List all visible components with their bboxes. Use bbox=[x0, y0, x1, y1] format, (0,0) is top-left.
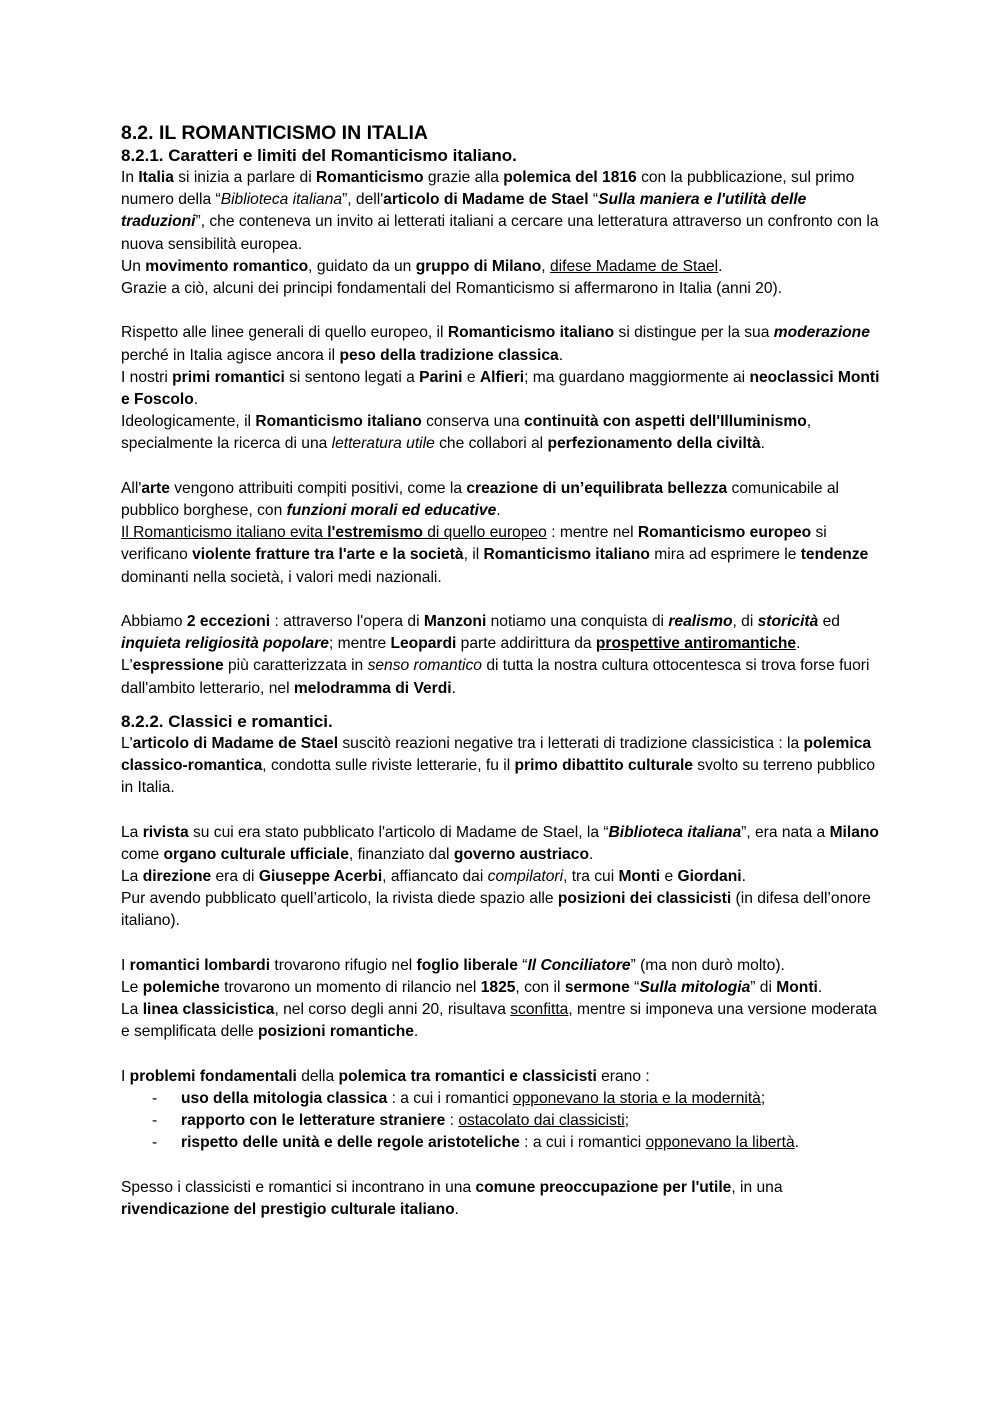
paragraph: I problemi fondamentali della polemica tra romantici e classicisti erano : bbox=[121, 1067, 650, 1085]
paragraph: In Italia si inizia a parlare di Romanticismo grazie alla polemica del 1816 con la pubblicazione, sul primo numero della “Biblioteca italiana”, dell'articolo di Madame de Stael “Sulla maniera e l'utilità delle traduzioni”, che conteneva un invito ai letterati italiani a cercare una letteratura attraverso un confronto con la nuova sensibilità europea. bbox=[121, 169, 879, 253]
paragraph: La linea classicistica, nel corso degli anni 20, risultava sconfitta, mentre si imponeva una versione moderata e semplificata delle posizioni romantiche. bbox=[121, 1001, 877, 1041]
paragraph: Ideologicamente, il Romanticismo italiano conserva una continuità con aspetti dell'Illuminismo, specialmente la ricerca di una letteratura utile che collabori al perfezionamento della civiltà. bbox=[121, 413, 812, 453]
paragraph: I nostri primi romantici si sentono legati a Parini e Alfieri; ma guardano maggiormente ai neoclassici Monti e Foscolo. bbox=[121, 368, 880, 409]
list-item: - rapporto con le letterature straniere : ostacolato dai classicisti; bbox=[121, 1110, 881, 1132]
paragraph: All'arte vengono attribuiti compiti positivi, come la creazione di un’equilibrata bellezza comunicabile al pubblico borghese, con funzioni morali ed educative. bbox=[121, 479, 840, 520]
paragraph: Grazie a ciò, alcuni dei principi fondamentali del Romanticismo si affermarono in Italia (anni 20). bbox=[121, 280, 783, 298]
section-heading-1: 8.2.1. Caratteri e limiti del Romanticismo italiano. bbox=[121, 146, 517, 165]
paragraph: Il Romanticismo italiano evita l'estremismo di quello europeo : mentre nel Romanticismo europeo si verificano violente fratture tra l'arte e la società, il Romanticismo italiano mira ad esprimere le tendenze dominanti nella società, i valori medi nazionali. bbox=[121, 524, 869, 586]
paragraph: Spesso i classicisti e romantici si incontrano in una comune preoccupazione per l'utile, in una rivendicazione del prestigio culturale italiano. bbox=[121, 1178, 783, 1219]
list-item: - uso della mitologia classica : a cui i romantici opponevano la storia e la modernità; bbox=[121, 1088, 881, 1110]
paragraph: Le polemiche trovarono un momento di rilancio nel 1825, con il sermone “Sulla mitologia” di Monti. bbox=[121, 979, 823, 997]
page-title: 8.2. IL ROMANTICISMO IN ITALIA bbox=[121, 122, 428, 144]
list-marker: - bbox=[152, 1134, 158, 1152]
problems-list bbox=[121, 1088, 881, 1155]
document-body bbox=[121, 121, 881, 1221]
paragraph: Pur avendo pubblicato quell’articolo, la rivista diede spazio alle posizioni dei classicisti (in difesa dell’onore italiano). bbox=[121, 890, 871, 930]
paragraph: La rivista su cui era stato pubblicato l'articolo di Madame de Stael, la “Biblioteca italiana”, era nata a Milano come organo culturale ufficiale, finanziato dal governo austriaco. bbox=[121, 823, 879, 863]
paragraph: L'articolo di Madame de Stael suscitò reazioni negative tra i letterati di tradizione classicistica : la polemica classico-romantica, condotta sulle riviste letterarie, fu il primo dibattito culturale svolto su terreno pubblico in Italia. bbox=[121, 734, 875, 797]
paragraph: Un movimento romantico, guidato da un gruppo di Milano, difese Madame de Stael. bbox=[121, 257, 723, 275]
paragraph: Rispetto alle linee generali di quello europeo, il Romanticismo italiano si distingue per la sua moderazione perché in Italia agisce ancora il peso della tradizione classica. bbox=[121, 324, 870, 364]
list-item: - rispetto delle unità e delle regole aristoteliche : a cui i romantici opponevano la libertà. bbox=[121, 1132, 881, 1154]
paragraph: L'espressione più caratterizzata in senso romantico di tutta la nostra cultura ottocentesca si trova forse fuori dall'ambito letterario, nel melodramma di Verdi. bbox=[121, 657, 870, 697]
paragraph: Abbiamo 2 eccezioni : attraverso l'opera di Manzoni notiamo una conquista di realismo, di storicità ed inquieta religiosità popolare; mentre Leopardi parte addirittura da prospettive antiromantiche. bbox=[121, 613, 840, 653]
list-marker: - bbox=[152, 1112, 158, 1130]
section-heading-2: 8.2.2. Classici e romantici. bbox=[121, 711, 333, 731]
paragraph: I romantici lombardi trovarono rifugio nel foglio liberale “Il Conciliatore” (ma non durò molto). bbox=[121, 956, 785, 974]
list-marker: - bbox=[152, 1090, 158, 1108]
paragraph: La direzione era di Giuseppe Acerbi, affiancato dai compilatori, tra cui Monti e Giordani. bbox=[121, 868, 746, 886]
